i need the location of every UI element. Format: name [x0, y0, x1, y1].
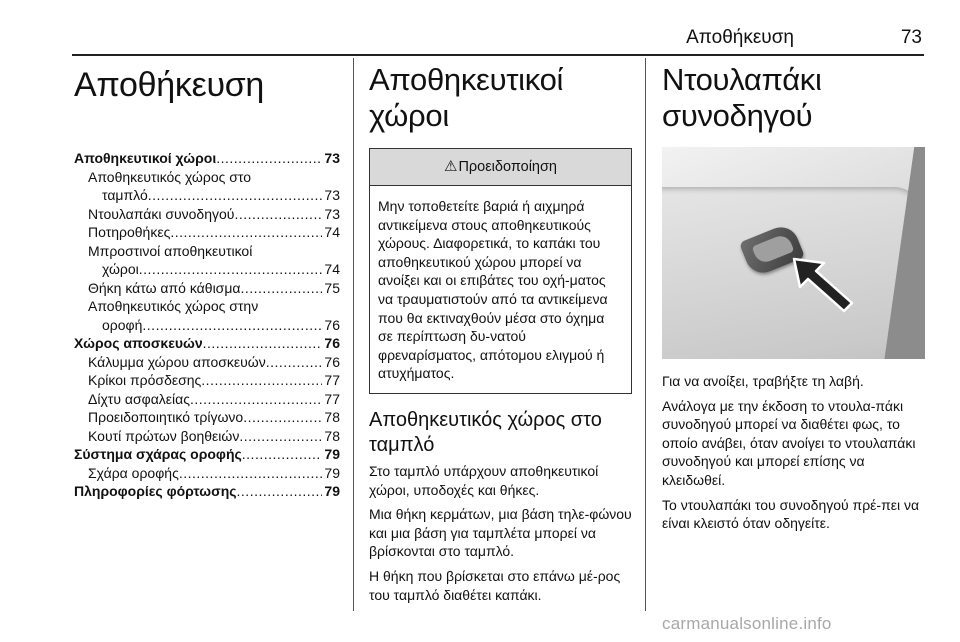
- toc-entry[interactable]: [74, 408, 340, 427]
- toc-entry[interactable]: [74, 371, 340, 390]
- toc-entry[interactable]: [74, 353, 340, 372]
- toc-leader-dots: [240, 279, 322, 298]
- toc-entry-label: Σχάρα οροφής: [88, 464, 179, 481]
- paragraph: Το ντουλαπάκι του συνοδηγού πρέ-πει να είναι κλειστό όταν οδηγείτε.: [662, 496, 920, 532]
- toc-entry[interactable]: [74, 168, 340, 187]
- toc-page-number: 76: [324, 335, 340, 351]
- subsection-title: Αποθηκευτικός χώρος στο ταμπλό: [369, 408, 602, 456]
- table-of-contents: [74, 149, 340, 501]
- toc-leader-dots: [239, 427, 322, 446]
- toc-entry[interactable]: [74, 297, 340, 316]
- toc-entry[interactable]: [74, 390, 340, 409]
- pointer-arrow-icon: [790, 255, 860, 315]
- storage-column: [369, 62, 632, 604]
- toc-leader-dots: [201, 371, 322, 390]
- toc-entry-label: Αποθηκευτικός χώρος στο: [88, 168, 251, 185]
- warning-text: Μην τοποθετείτε βαριά ή αιχμηρά αντικείμενα στους αποθηκευτικούς χώρους. Διαφορετικά, το καπάκι του αποθηκευτικού χώρου μπορεί να ανοίξει και οι επιβάτες του οχή-ματος να τραυματιστούν από τα αντικείμενα που θα εκτιναχθούν μέσα στο όχημα σε περίπτωση δυ-νατού φρεναρίσματος, απότομου ελιγμού ή ατυχήματος.: [378, 198, 608, 382]
- section-title: Ντουλαπάκι συνοδηγού: [662, 62, 822, 133]
- page-header: [72, 0, 924, 56]
- toc-page-number: 79: [324, 464, 340, 481]
- toc-leader-dots: [234, 205, 322, 224]
- toc-leader-dots: [243, 408, 322, 427]
- paragraph: Η θήκη που βρίσκεται στο επάνω μέ-ρος του ταμπλό διαθέτει καπάκι.: [369, 567, 621, 603]
- toc-leader-dots: [170, 223, 322, 242]
- warning-triangle-icon: ⚠: [443, 158, 458, 175]
- toc-page-number: 78: [324, 427, 340, 444]
- toc-column: [74, 62, 340, 501]
- toc-entry-label: Θήκη κάτω από κάθισμα: [88, 279, 241, 296]
- toc-entry[interactable]: [74, 334, 340, 353]
- toc-entry-continued[interactable]: [74, 260, 340, 279]
- toc-entry-label: Ντουλαπάκι συνοδηγού: [88, 205, 235, 222]
- toc-leader-dots: [266, 353, 323, 372]
- running-title: Αποθήκευση: [686, 27, 794, 48]
- toc-entry-label: Προειδοποιητικό τρίγωνο: [88, 409, 244, 425]
- paragraph: Μια θήκη κερμάτων, μια βάση τηλε-φώνου και μια βάση για ταμπλέτα μπορεί να βρίσκονται στο ταμπλό.: [369, 506, 632, 560]
- toc-entry-continued[interactable]: [74, 186, 340, 205]
- warning-header: [370, 149, 631, 186]
- toc-entry-label: Ποτηροθήκες: [88, 224, 171, 240]
- toc-entry[interactable]: [74, 223, 340, 242]
- toc-page-number: 73: [324, 187, 340, 203]
- glovebox-photo: [662, 147, 925, 359]
- toc-page-number: 79: [324, 483, 340, 499]
- toc-entry-label: Μπροστινοί αποθηκευτικοί: [88, 242, 253, 259]
- toc-leader-dots: [203, 334, 323, 353]
- chapter-title: Αποθήκευση: [74, 66, 265, 104]
- toc-entry-continued[interactable]: [74, 316, 340, 335]
- toc-entry-label: Σύστημα σχάρας οροφής: [74, 446, 242, 462]
- toc-page-number: 79: [324, 446, 340, 462]
- toc-page-number: 75: [324, 279, 340, 296]
- paragraph: Ανάλογα με την έκδοση το ντουλα-πάκι συνοδηγού μπορεί να διαθέτει φως, το οποίο ανάβει, όταν ανοίγει το ντουλαπάκι συνοδηγού και μπορεί επίσης να κλειδωθεί.: [662, 397, 916, 488]
- toc-page-number: 73: [324, 150, 340, 166]
- toc-entry[interactable]: [74, 445, 340, 464]
- toc-entry-label: Κάλυμμα χώρου αποσκευών: [88, 353, 266, 370]
- toc-entry-label: Κρίκοι πρόσδεσης: [88, 372, 202, 388]
- toc-leader-dots: [139, 260, 323, 279]
- toc-leader-dots: [148, 186, 323, 205]
- toc-entry[interactable]: [74, 482, 340, 501]
- toc-entry-label: Αποθηκευτικός χώρος στην: [88, 298, 259, 314]
- toc-entry-label: οροφή: [102, 316, 143, 333]
- paragraph: Στο ταμπλό υπάρχουν αποθηκευτικοί χώροι, υποδοχές και θήκες.: [369, 462, 599, 498]
- section-title: Αποθηκευτικοί χώροι: [369, 62, 564, 133]
- toc-page-number: 77: [324, 390, 340, 407]
- warning-box: [369, 148, 632, 394]
- toc-page-number: 74: [324, 224, 340, 240]
- column-divider: [353, 58, 354, 611]
- toc-entry[interactable]: [74, 427, 340, 446]
- toc-entry-label: Δίχτυ ασφαλείας: [88, 390, 190, 407]
- toc-leader-dots: [237, 482, 323, 501]
- toc-entry[interactable]: [74, 242, 340, 261]
- paragraph: Για να ανοίξει, τραβήξτε τη λαβή.: [662, 373, 864, 389]
- toc-entry[interactable]: [74, 205, 340, 224]
- toc-entry-label: χώροι: [102, 261, 139, 277]
- toc-page-number: 76: [324, 353, 340, 370]
- toc-leader-dots: [142, 316, 322, 335]
- toc-leader-dots: [190, 390, 322, 409]
- toc-entry-label: Αποθηκευτικοί χώροι: [74, 150, 217, 166]
- toc-entry[interactable]: [74, 149, 340, 168]
- page-number: 73: [900, 27, 922, 48]
- column-divider: [645, 58, 646, 611]
- toc-leader-dots: [242, 445, 323, 464]
- toc-entry-label: Χώρος αποσκευών: [74, 335, 203, 351]
- toc-entry-label: Πληροφορίες φόρτωσης: [74, 483, 237, 499]
- toc-entry-label: ταμπλό: [102, 187, 148, 203]
- toc-entry[interactable]: [74, 464, 340, 483]
- toc-page-number: 78: [324, 409, 340, 425]
- toc-page-number: 74: [324, 261, 340, 277]
- warning-title: Προειδοποίηση: [458, 159, 557, 175]
- toc-page-number: 76: [324, 316, 340, 333]
- watermark: carmanualsonline.info: [662, 614, 832, 633]
- glovebox-column: [662, 62, 927, 533]
- toc-page-number: 77: [324, 372, 340, 388]
- toc-page-number: 73: [324, 205, 340, 222]
- toc-entry[interactable]: [74, 279, 340, 298]
- toc-entry-label: Κουτί πρώτων βοηθειών: [88, 427, 240, 444]
- toc-leader-dots: [216, 149, 322, 168]
- toc-leader-dots: [179, 464, 323, 483]
